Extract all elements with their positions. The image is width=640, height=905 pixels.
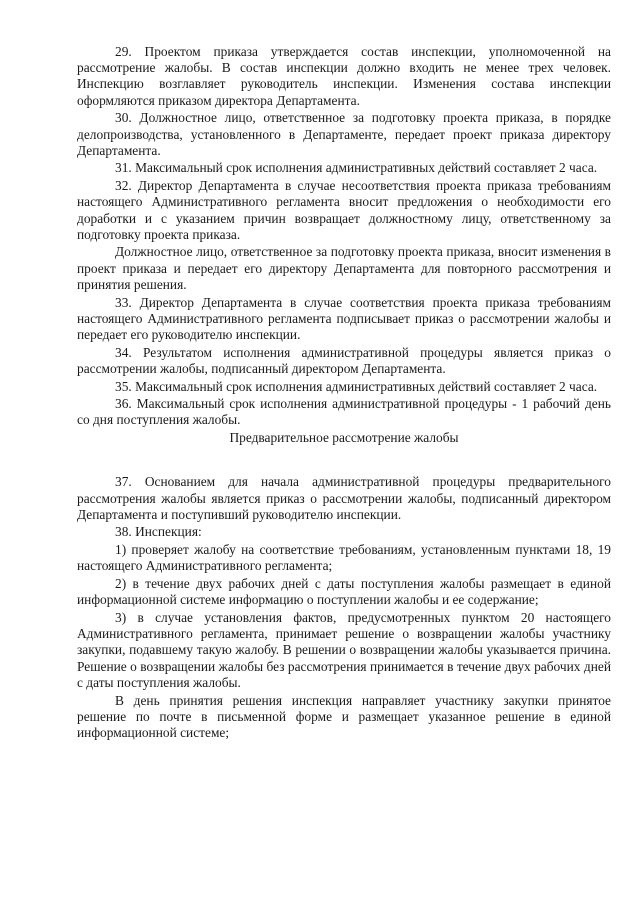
list-item-2: 2) в течение двух рабочих дней с даты поступления жалобы размещает в единой информационной системе информацию о поступлении жалобы и ее содержание;: [77, 576, 611, 608]
paragraph-33: 33. Директор Департамента в случае соответствия проекта приказа требованиям настоящего Административного регламента подписывает приказ о рассмотрении жалобы и передает его руководителю инспекции.: [77, 294, 611, 342]
paragraph-35: 35. Максимальный срок исполнения административных действий составляет 2 часа.: [115, 378, 598, 394]
list-item-3: 3) в случае установления фактов, предусмотренных пунктом 20 настоящего Административного регламента, принимает решение о возвращении жалобы участнику закупки, подавшему такую жалобу. В решении о возвращении жалобы указывается причина. Решение о возвращении жалобы без рассмотрения принимается в течение двух рабочих дней с даты поступления жалобы.: [77, 610, 611, 690]
paragraph-30: 30. Должностное лицо, ответственное за подготовку проекта приказа, в порядке делопроизводства, установленного в Департаменте, передает проект приказа директору Департамента.: [77, 110, 611, 158]
list-item-3-continued: В день принятия решения инспекция направляет участнику закупки принятое решение по почте в письменной форме и размещает указанное решение в единой информационной системе;: [77, 692, 611, 740]
paragraph-31: 31. Максимальный срок исполнения административных действий составляет 2 часа.: [115, 160, 598, 176]
paragraph-32: 32. Директор Департамента в случае несоответствия проекта приказа требованиям настоящего Административного регламента вносит предложения о необходимости его доработки и с указанием причин возвращает должностному лицу, ответственному за подготовку проекта приказа.: [77, 178, 611, 242]
paragraph-29: 29. Проектом приказа утверждается состав инспекции, уполномоченной на рассмотрение жалобы. В состав инспекции должно входить не менее трех человек. Инспекцию возглавляет руководитель инспекции. Изменения состава инспекции оформляются приказом директора Департамента.: [77, 44, 611, 108]
paragraph-34: 34. Результатом исполнения административной процедуры является приказ о рассмотрении жалобы, подписанный директором Департамента.: [77, 344, 611, 376]
paragraph-36: 36. Максимальный срок исполнения административной процедуры - 1 рабочий день со дня поступления жалобы.: [77, 396, 611, 428]
document-body: [77, 44, 611, 741]
paragraph-37: 37. Основанием для начала административной процедуры предварительного рассмотрения жалобы является приказ о рассмотрении жалобы, подписанный директором Департамента и поступивший руководителю инспекции.: [77, 474, 611, 522]
section-heading: Предварительное рассмотрение жалобы: [229, 430, 459, 446]
list-item-1: 1) проверяет жалобу на соответствие требованиям, установленным пунктами 18, 19 настоящего Административного регламента;: [77, 542, 611, 574]
paragraph-38: 38. Инспекция:: [115, 524, 202, 540]
paragraph-32-continued: Должностное лицо, ответственное за подготовку проекта приказа, вносит изменения в проект приказа и передает его директору Департамента для повторного рассмотрения и принятия решения.: [77, 244, 611, 292]
